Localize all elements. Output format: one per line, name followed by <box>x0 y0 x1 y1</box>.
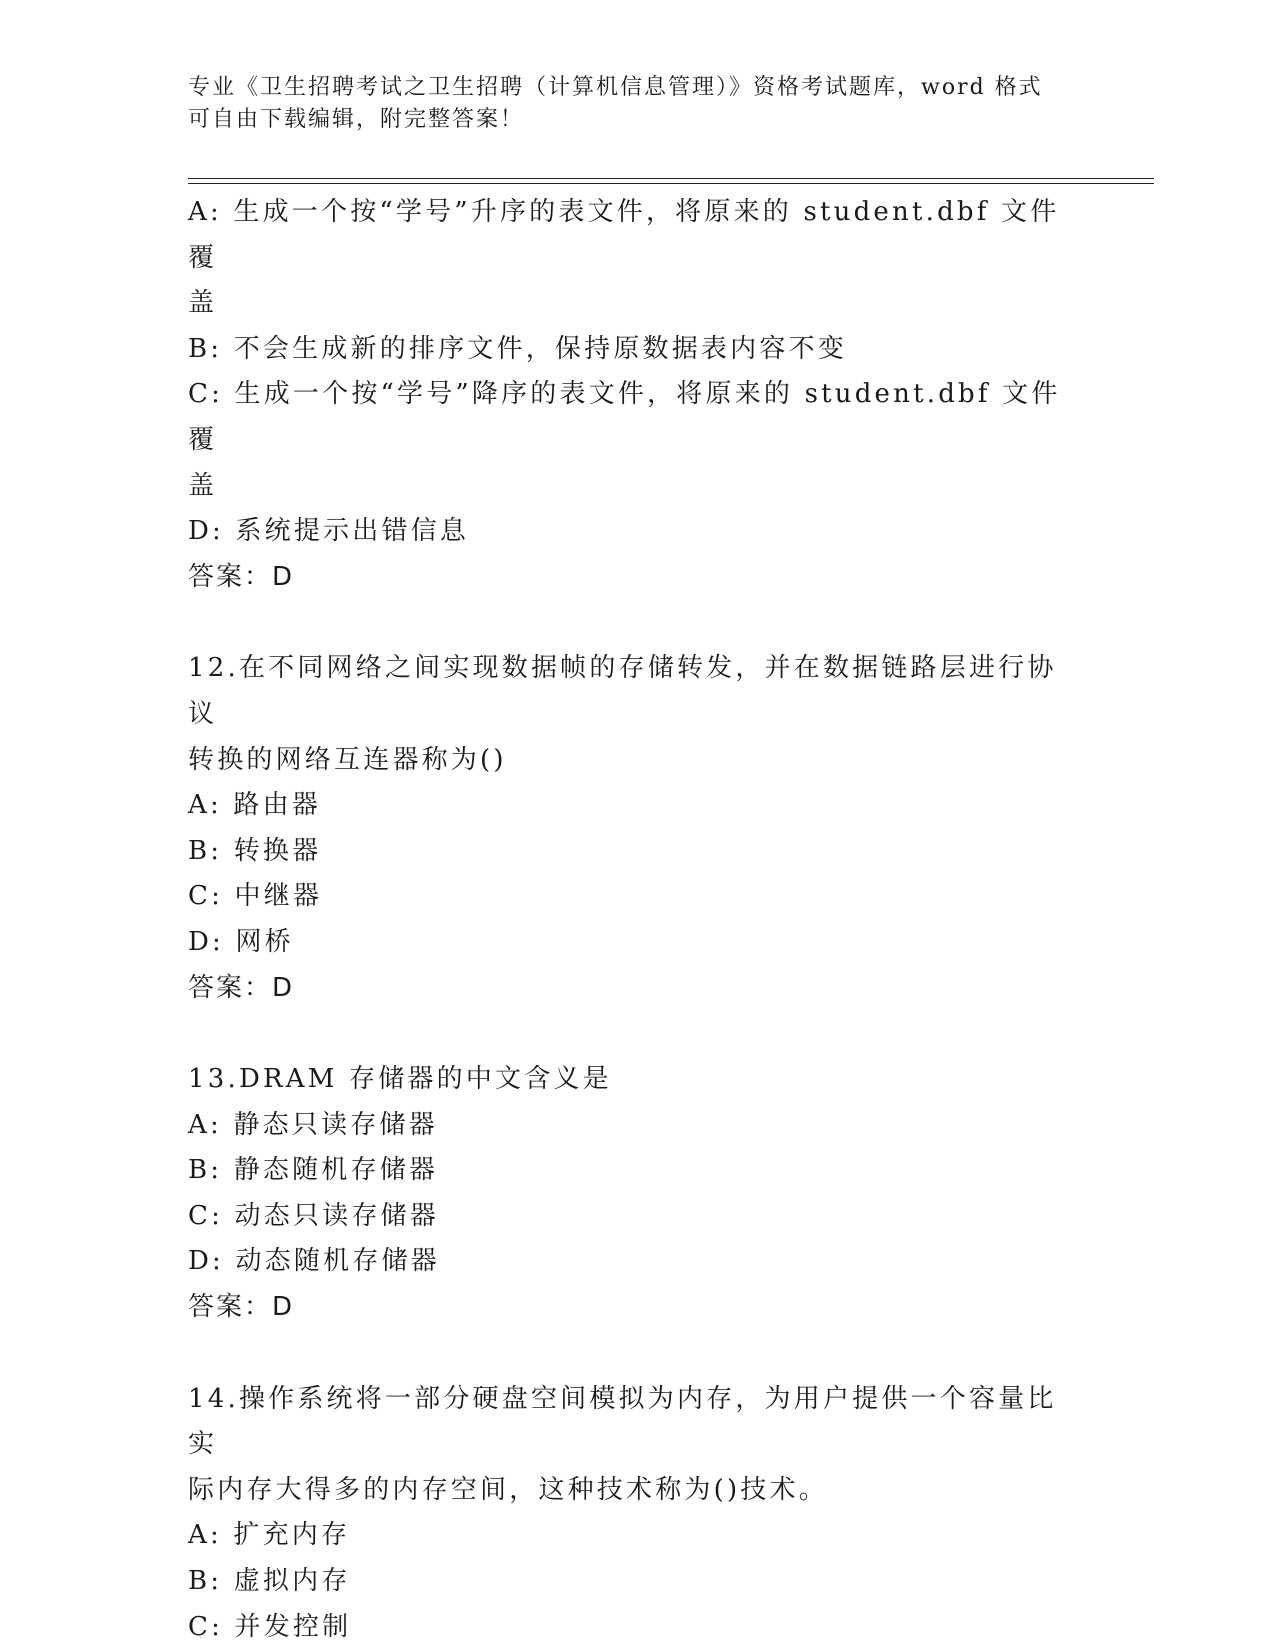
header-line-1: 专业《卫生招聘考试之卫生招聘（计算机信息管理）》资格考试题库，word 格式 <box>188 75 1043 100</box>
spacer <box>188 1331 1068 1377</box>
header-divider-top <box>188 178 1154 179</box>
q13-stem: 13.DRAM 存储器的中文含义是 <box>188 1064 612 1095</box>
question-12 <box>188 646 1068 1011</box>
q11-option-a-line-2: 盖 <box>188 288 218 319</box>
q11-option-c-line-2: 盖 <box>188 470 218 501</box>
q14-stem-line-2: 际内存大得多的内存空间，这种技术称为()技术。 <box>188 1474 828 1505</box>
q14-option-c: C: 并发控制 <box>188 1611 352 1642</box>
q14-option-a: A: 扩充内存 <box>188 1520 351 1551</box>
q12-answer: 答案：D <box>188 972 295 1003</box>
q12-option-d: D: 网桥 <box>188 926 294 957</box>
header-line-2: 可自由下载编辑，附完整答案！ <box>188 107 525 132</box>
q14-stem-line-1: 14.操作系统将一部分硬盘空间模拟为内存，为用户提供一个容量比实 <box>188 1383 1057 1460</box>
q11-answer: 答案：D <box>188 561 295 592</box>
q13-option-d: D: 动态随机存储器 <box>188 1246 440 1277</box>
q13-option-a: A: 静态只读存储器 <box>188 1109 438 1140</box>
q11-option-b: B: 不会生成新的排序文件，保持原数据表内容不变 <box>188 333 847 364</box>
q12-option-b: B: 转换器 <box>188 835 322 866</box>
question-11 <box>188 190 1068 600</box>
q13-option-b: B: 静态随机存储器 <box>188 1155 439 1186</box>
q13-answer: 答案：D <box>188 1292 295 1323</box>
question-13 <box>188 1057 1068 1331</box>
q12-option-c: C: 中继器 <box>188 881 323 912</box>
q11-option-d: D: 系统提示出错信息 <box>188 516 470 547</box>
document-header <box>188 72 1068 136</box>
q11-option-a-line-1: A: 生成一个按“学号”升序的表文件，将原来的 student.dbf 文件覆 <box>188 197 1060 273</box>
q11-option-c-line-1: C: 生成一个按“学号”降序的表文件，将原来的 student.dbf 文件覆 <box>188 379 1061 455</box>
question-list <box>188 190 1068 1650</box>
question-14 <box>188 1377 1068 1650</box>
q14-option-b: B: 虚拟内存 <box>188 1566 351 1597</box>
q13-option-c: C: 动态只读存储器 <box>188 1200 439 1231</box>
header-divider-bottom <box>188 183 1154 184</box>
q12-stem-line-2: 转换的网络互连器称为() <box>188 744 507 775</box>
spacer <box>188 1011 1068 1057</box>
spacer <box>188 600 1068 646</box>
q12-option-a: A: 路由器 <box>188 790 322 821</box>
q12-stem-line-1: 12.在不同网络之间实现数据帧的存储转发，并在数据链路层进行协议 <box>188 653 1057 729</box>
